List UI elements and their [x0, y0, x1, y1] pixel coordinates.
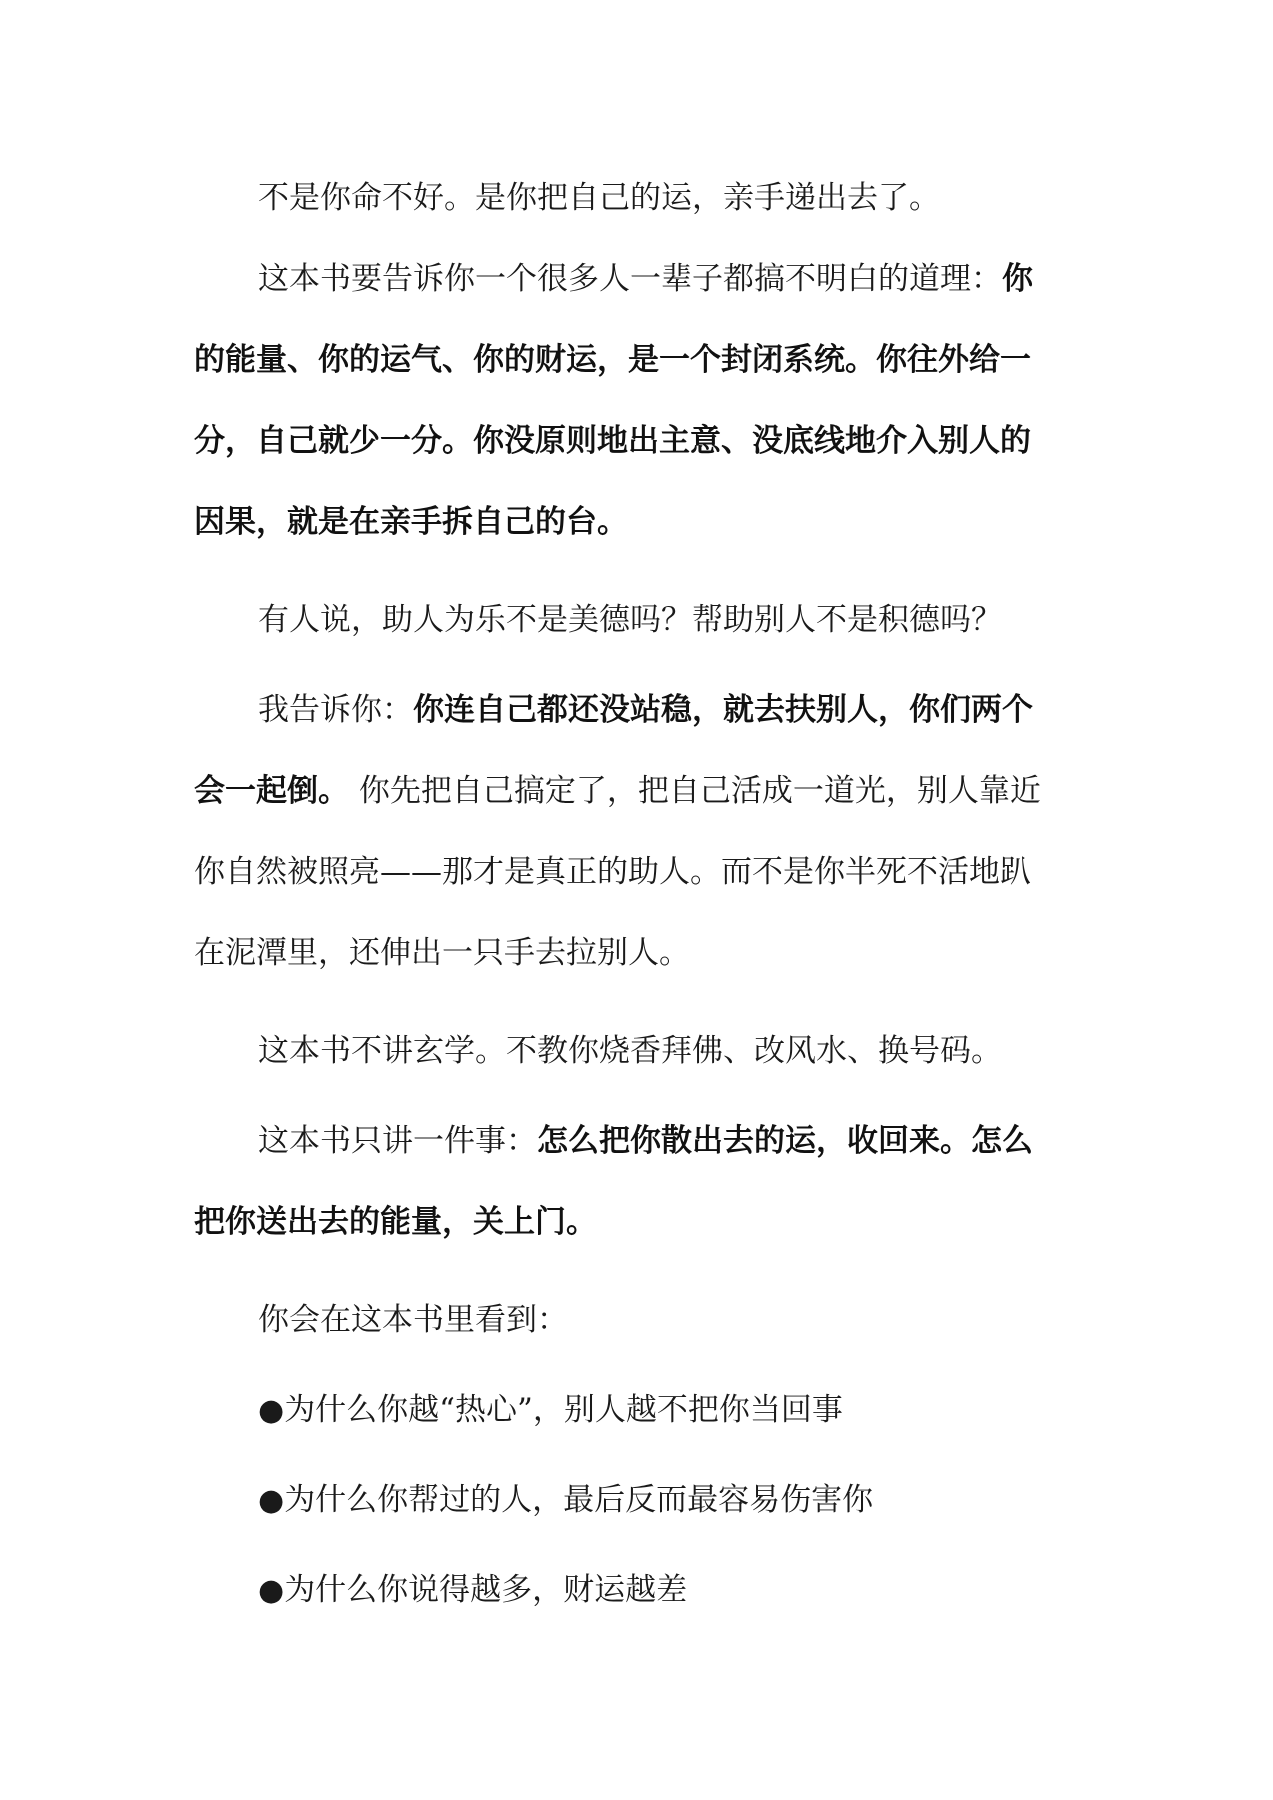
bold-text: 把你送出去的能量，关上门。: [194, 1204, 597, 1240]
bold-text: 分，自己就少一分。你没原则地出主意、没底线地介入别人的: [194, 423, 1031, 459]
text: 这本书只讲一件事：: [258, 1123, 537, 1159]
paragraph-4-line-4: [194, 923, 690, 983]
paragraph-2-line-2: [194, 330, 1031, 390]
bullet-item-1: [258, 1380, 843, 1440]
paragraph-2-line-1: [258, 249, 1033, 309]
paragraph-5-line-1: [258, 1021, 1002, 1081]
paragraph-2-line-3: [194, 411, 1031, 471]
text: 在泥潭里，还伸出一只手去拉别人。: [194, 935, 690, 971]
text: 我告诉你：: [258, 692, 413, 728]
bold-text: 会一起倒。: [194, 773, 349, 809]
text: 不是你命不好。是你把自己的运，亲手递出去了。: [258, 180, 940, 216]
bold-text: 的能量、你的运气、你的财运，是一个封闭系统。你往外给一: [194, 342, 1031, 378]
bullet-item-2: [258, 1470, 873, 1530]
text: 你会在这本书里看到：: [258, 1302, 568, 1338]
text: 有人说，助人为乐不是美德吗？帮助别人不是积德吗？: [258, 602, 1002, 638]
paragraph-7-line-1: [258, 1290, 568, 1350]
text: 这本书要告诉你一个很多人一辈子都搞不明白的道理：: [258, 261, 1002, 297]
paragraph-2-line-4: [194, 492, 628, 552]
paragraph-4-line-1: [258, 680, 1033, 740]
bullet-item-3: [258, 1560, 687, 1620]
bold-text: 怎么把你散出去的运，收回来。怎么: [537, 1123, 1033, 1159]
paragraph-6-line-2: [194, 1192, 597, 1252]
bullet-text: 为什么你帮过的人，最后反而最容易伤害你: [284, 1482, 874, 1518]
bullet-text: 为什么你越“热心”，别人越不把你当回事: [284, 1392, 843, 1428]
paragraph-3-line-1: [258, 590, 1002, 650]
paragraph-4-line-2: [194, 761, 1041, 821]
text: 你自然被照亮——那才是真正的助人。而不是你半死不活地趴: [194, 854, 1031, 890]
bold-text: 因果，就是在亲手拆自己的台。: [194, 504, 628, 540]
bullet-text: 为什么你说得越多，财运越差: [284, 1572, 688, 1608]
bold-text: 你连自己都还没站稳，就去扶别人，你们两个: [413, 692, 1033, 728]
paragraph-1-line-1: [258, 168, 940, 228]
bold-text: 你: [1002, 261, 1033, 297]
paragraph-6-line-1: [258, 1111, 1033, 1171]
bullet-icon: ●: [258, 1483, 285, 1518]
bullet-icon: ●: [258, 1393, 285, 1428]
bullet-icon: ●: [258, 1573, 285, 1608]
text: 你先把自己搞定了，把自己活成一道光，别人靠近: [349, 773, 1041, 809]
text: 这本书不讲玄学。不教你烧香拜佛、改风水、换号码。: [258, 1033, 1002, 1069]
paragraph-4-line-3: [194, 842, 1031, 902]
